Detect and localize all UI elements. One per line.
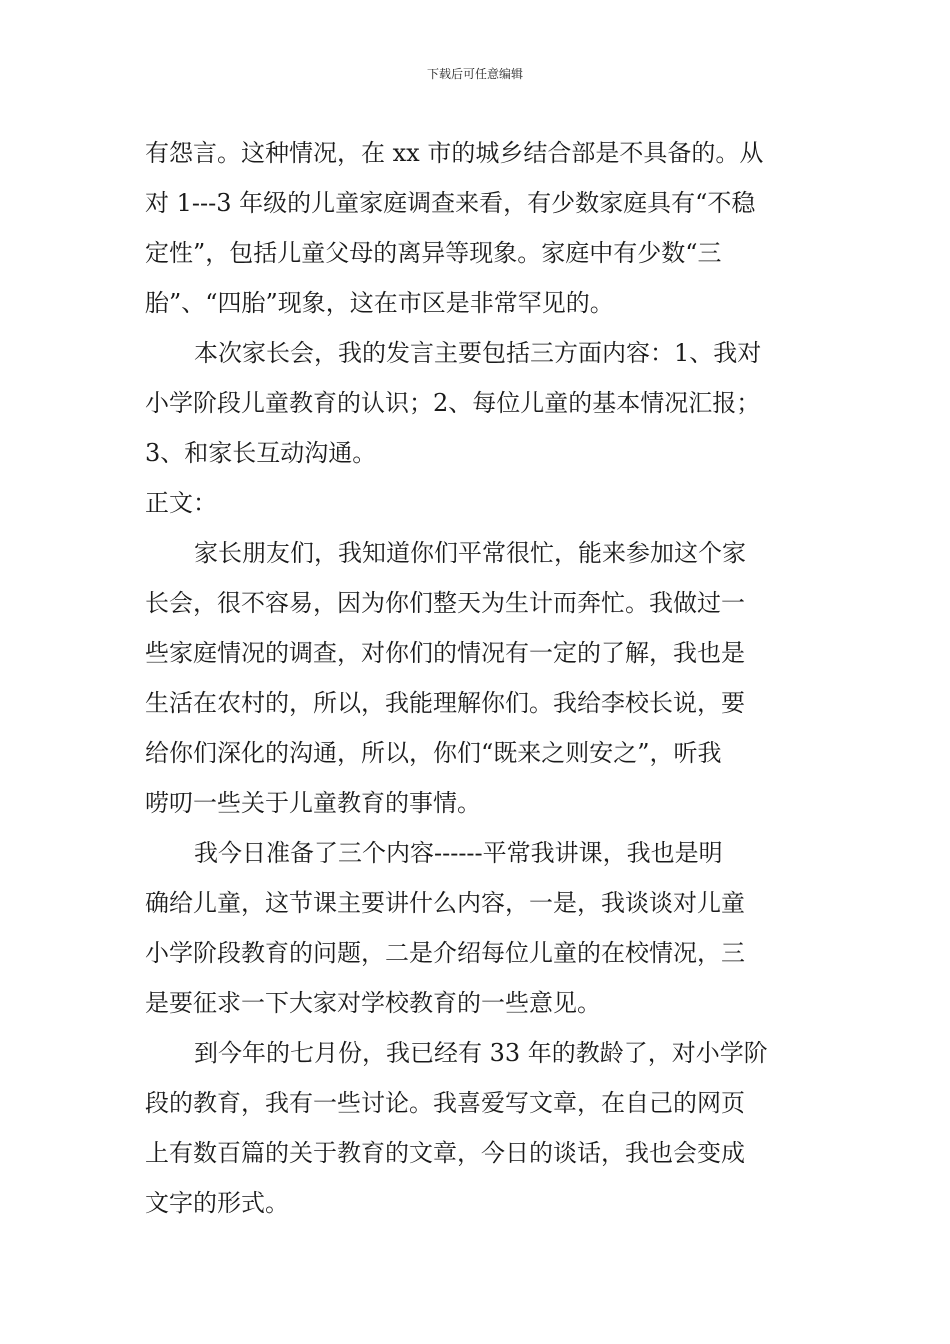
text-line: 确给儿童，这节课主要讲什么内容，一是，我谈谈对儿童 xyxy=(145,889,745,917)
text-line: 小学阶段教育的问题，二是介绍每位儿童的在校情况，三 xyxy=(145,939,745,967)
text-line: 定性”，包括儿童父母的离异等现象。家庭中有少数“三 xyxy=(145,239,722,267)
text-line: 有怨言。这种情况，在 xx 市的城乡结合部是不具备的。从 xyxy=(145,139,764,167)
text-line: 我今日准备了三个内容------平常我讲课，我也是明 xyxy=(194,839,723,867)
text-line: 家长朋友们，我知道你们平常很忙，能来参加这个家 xyxy=(194,539,746,567)
text-line: 给你们深化的沟通，所以，你们“既来之则安之”，听我 xyxy=(145,739,722,767)
text-line: 生活在农村的，所以，我能理解你们。我给李校长说，要 xyxy=(145,689,745,717)
text-line: 本次家长会，我的发言主要包括三方面内容：1、我对 xyxy=(194,339,762,367)
text-line: 胎”、“四胎”现象，这在市区是非常罕见的。 xyxy=(145,289,614,317)
text-line: 文字的形式。 xyxy=(145,1189,289,1217)
section-heading: 正文： xyxy=(145,489,217,517)
text-line: 段的教育，我有一些讨论。我喜爱写文章，在自己的网页 xyxy=(145,1089,745,1117)
text-line: 是要征求一下大家对学校教育的一些意见。 xyxy=(145,989,601,1017)
text-line: 长会，很不容易，因为你们整天为生计而奔忙。我做过一 xyxy=(145,589,745,617)
text-line: 对 1---3 年级的儿童家庭调查来看，有少数家庭具有“不稳 xyxy=(145,189,756,217)
text-line: 到今年的七月份，我已经有 33 年的教龄了，对小学阶 xyxy=(194,1039,768,1067)
text-line: 唠叨一些关于儿童教育的事情。 xyxy=(145,789,481,817)
document-body xyxy=(145,128,813,1228)
page-header: 下载后可任意编辑 xyxy=(426,67,523,81)
text-line: 小学阶段儿童教育的认识；2、每位儿童的基本情况汇报； xyxy=(145,389,761,417)
text-line: 些家庭情况的调查，对你们的情况有一定的了解，我也是 xyxy=(145,639,745,667)
text-line: 上有数百篇的关于教育的文章，今日的谈话，我也会变成 xyxy=(145,1139,745,1167)
text-line: 3、和家长互动沟通。 xyxy=(145,439,377,467)
